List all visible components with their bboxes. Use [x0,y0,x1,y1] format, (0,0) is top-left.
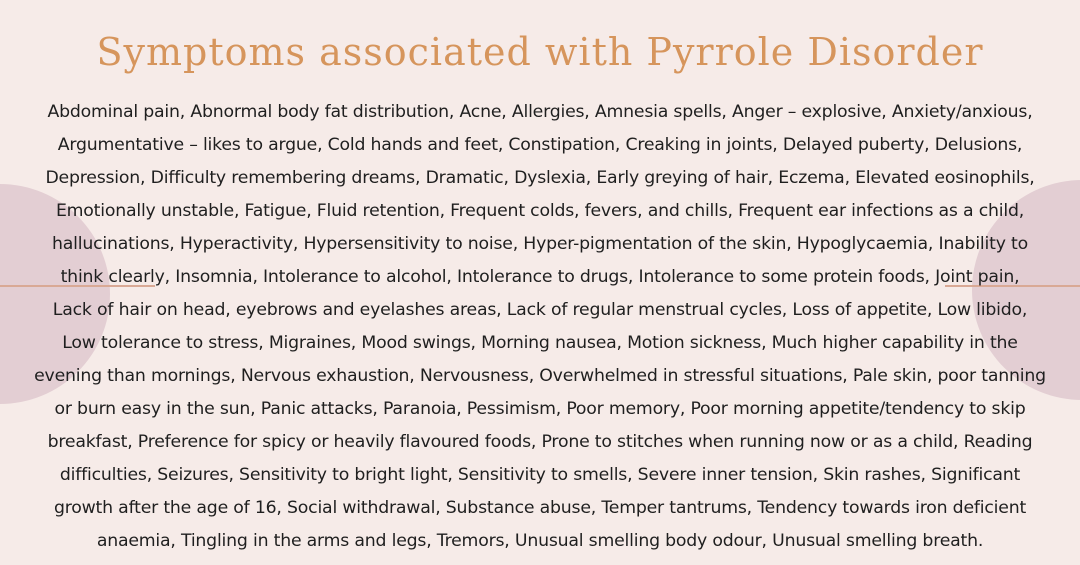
symptoms-line: Emotionally unstable, Fatigue, Fluid retention, Frequent colds, fevers, and chills, Frequent ear infections as a child, [55,201,1025,221]
symptoms-line: difficulties, Seizures, Sensitivity to bright light, Sensitivity to smells, Severe inner tension, Skin rashes, Significant [59,465,1021,485]
symptoms-line: Lack of hair on head, eyebrows and eyelashes areas, Lack of regular menstrual cycles, Loss of appetite, Low libido, [52,300,1028,320]
symptoms-line: hallucinations, Hyperactivity, Hypersensitivity to noise, Hyper-pigmentation of the skin, Hypoglycaemia, Inability to [52,234,1028,254]
symptoms-line: think clearly, Insomnia, Intolerance to alcohol, Intolerance to drugs, Intolerance to some protein foods, Joint pain, [60,267,1020,287]
symptoms-line: anaemia, Tingling in the arms and legs, Tremors, Unusual smelling body odour, Unusual smelling breath. [96,531,984,551]
symptoms-line: Abdominal pain, Abnormal body fat distribution, Acne, Allergies, Amnesia spells, Anger – explosive, Anxiety/anxious, [47,102,1033,122]
page-title: Symptoms associated with Pyrrole Disorder [96,30,984,74]
symptoms-line: Low tolerance to stress, Migraines, Mood swings, Morning nausea, Motion sickness, Much higher capability in the [62,333,1018,353]
symptoms-line: Argumentative – likes to argue, Cold hands and feet, Constipation, Creaking in joints, Delayed puberty, Delusions, [57,135,1023,155]
symptoms-line: or burn easy in the sun, Panic attacks, Paranoia, Pessimism, Poor memory, Poor morning appetite/tendency to skip [54,399,1026,419]
symptoms-line: evening than mornings, Nervous exhaustion, Nervousness, Overwhelmed in stressful situations, Pale skin, poor tanning [34,366,1046,386]
symptoms-line: breakfast, Preference for spicy or heavily flavoured foods, Prone to stitches when running now or as a child, Reading [47,432,1033,452]
symptoms-paragraph [2,96,1078,558]
symptoms-line: growth after the age of 16, Social withdrawal, Substance abuse, Temper tantrums, Tendency towards iron deficient [53,498,1027,518]
symptoms-line: Depression, Difficulty remembering dreams, Dramatic, Dyslexia, Early greying of hair, Eczema, Elevated eosinophils, [45,168,1035,188]
